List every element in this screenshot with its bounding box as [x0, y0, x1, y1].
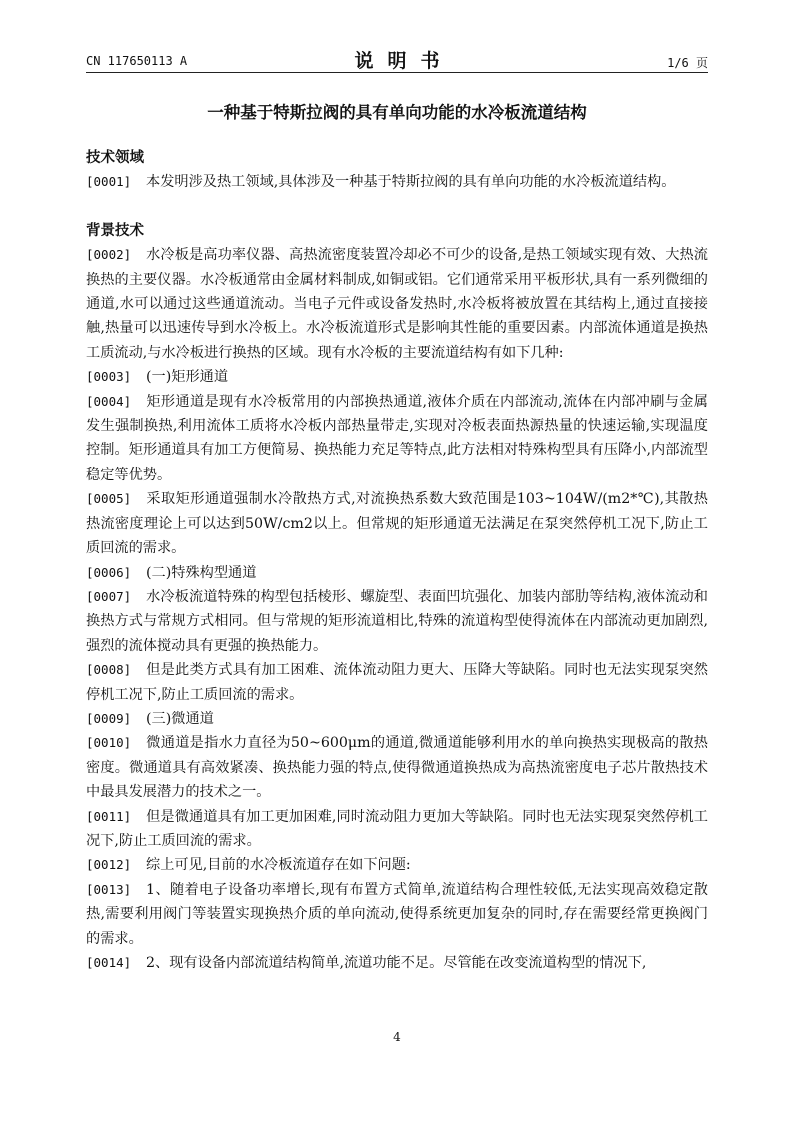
header-rule [86, 72, 708, 73]
paragraph-number: [0009] [86, 710, 132, 726]
paragraph-number: [0006] [86, 564, 132, 580]
paragraph-number: [0013] [86, 881, 132, 897]
paragraph-number: [0012] [86, 857, 132, 873]
paragraph-text: 采取矩形通道强制水冷散热方式,对流换热系数大致范围是103~104W/(m2*℃),其散热热流密度理论上可以达到50W/cm2以上。但常规的矩形通道无法满足在泵突然停机工况下,防止工质回流的需求。 [86, 491, 708, 557]
paragraph-text: 但是微通道具有加工更加困难,同时流动阻力更加大等缺陷。同时也无法实现泵突然停机工况下,防止工质回流的需求。 [86, 808, 708, 849]
section-heading-background: 背景技术 [86, 222, 144, 239]
paragraph-number: [0014] [86, 955, 132, 970]
paragraph-text: (一)矩形通道 [146, 369, 229, 386]
paragraph [86, 731, 708, 804]
paragraph-number: [0002] [86, 247, 132, 263]
paragraph [86, 951, 708, 975]
paragraph [86, 365, 708, 389]
paragraph [86, 805, 708, 854]
paragraph-text: (二)特殊构型通道 [146, 564, 257, 581]
document-body [86, 146, 708, 975]
paragraph [86, 585, 708, 658]
paragraph [86, 390, 708, 488]
paragraph [86, 707, 708, 731]
paragraph-number: [0008] [86, 662, 132, 678]
paragraph-number: [0011] [86, 808, 132, 824]
paragraph-number: [0003] [86, 369, 132, 385]
paragraph [86, 243, 708, 365]
patent-number: CN 117650113 A [86, 54, 188, 68]
paragraph-text: (三)微通道 [146, 710, 214, 727]
paragraph [86, 853, 708, 877]
paragraph-text: 2、现有设备内部流道结构简单,流道功能不足。尽管能在改变流道构型的情况下, [146, 955, 647, 971]
paragraph-text: 但是此类方式具有加工困难、流体流动阻力更大、压降大等缺陷。同时也无法实现泵突然停机工况下,防止工质回流的需求。 [86, 662, 708, 703]
paragraph-number: [0004] [86, 393, 132, 409]
section-heading-field: 技术领域 [86, 150, 144, 166]
paragraph [86, 170, 708, 194]
paragraph-number: [0007] [86, 588, 132, 604]
page-number: 4 [393, 1030, 401, 1044]
page-indicator: 1/6 页 [667, 56, 708, 70]
paragraph-number: [0010] [86, 735, 132, 751]
paragraph-text: 矩形通道是现有水冷板常用的内部换热通道,液体介质在内部流动,流体在内部冲刷与金属发生强制换热,利用流体工质将水冷板内部热量带走,实现对冷板表面热源热量的快速运输,实现温度控制。矩形通道具有加工方便简易、换热能力充足等特点,此方法相对特殊构型具有压降小,内部流型稳定等优势。 [86, 393, 708, 483]
paragraph-number: [0005] [86, 491, 132, 507]
paragraph-text: 微通道是指水力直径为50~600μm的通道,微通道能够利用水的单向换热实现极高的散热密度。微通道具有高效紧凑、换热能力强的特点,使得微通道换热成为高热流密度电子芯片散热技术中最具发展潜力的技术之一。 [86, 735, 708, 801]
paragraph-text: 综上可见,目前的水冷板流道存在如下问题: [146, 857, 411, 874]
paragraph [86, 878, 708, 951]
paragraph-text: 水冷板流道特殊的构型包括棱形、螺旋型、表面凹坑强化、加装内部肋等结构,液体流动和换热方式与常规方式相同。但与常规的矩形流道相比,特殊的流道构型使得流体在内部流动更加剧烈,强烈的流体搅动具有更强的换热能力。 [86, 588, 708, 654]
paragraph-text: 1、随着电子设备功率增长,现有布置方式简单,流道结构合理性较低,无法实现高效稳定散热,需要利用阀门等装置实现换热介质的单向流动,使得系统更加复杂的同时,存在需要经常更换阀门的需求。 [86, 881, 708, 947]
document-type: 说明书 [354, 50, 454, 72]
paragraph-number: [0001] [86, 174, 132, 190]
document-title: 一种基于特斯拉阀的具有单向功能的水冷板流道结构 [207, 103, 587, 122]
paragraph-text: 水冷板是高功率仪器、高热流密度装置冷却必不可少的设备,是热工领域实现有效、大热流换热的主要仪器。水冷板通常由金属材料制成,如铜或铝。它们通常采用平板形状,具有一系列微细的通道,水可以通过这些通道流动。当电子元件或设备发热时,水冷板将被放置在其结构上,通过直接接触,热量可以迅速传导到水冷板上。水冷板流道形式是影响其性能的重要因素。内部流体通道是换热工质流动,与水冷板进行换热的区域。现有水冷板的主要流道结构有如下几种: [86, 247, 708, 361]
paragraph [86, 658, 708, 707]
paragraph-text: 本发明涉及热工领域,具体涉及一种基于特斯拉阀的具有单向功能的水冷板流道结构。 [146, 174, 676, 191]
paragraph [86, 561, 708, 585]
paragraph [86, 487, 708, 560]
page-header [86, 50, 708, 72]
